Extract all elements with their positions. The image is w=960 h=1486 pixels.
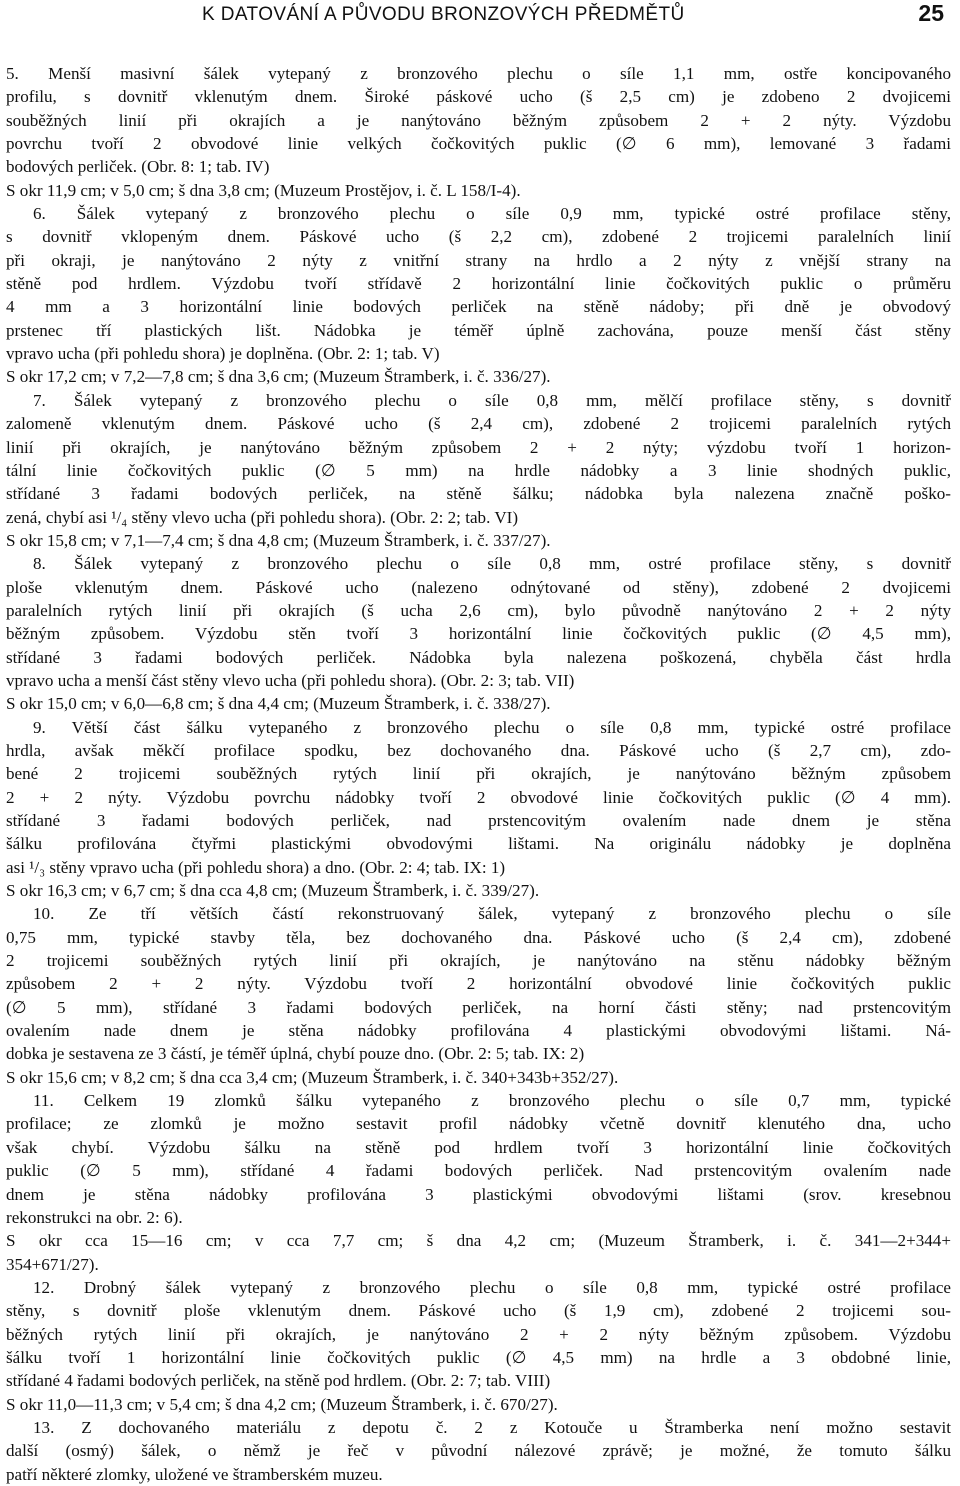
text-line: 12. Drobný šálek vytepaný z bronzového plechu o síle 0,8 mm, typické ostré profilace — [33, 1277, 951, 1297]
text-line: S okr 11,9 cm; v 5,0 cm; š dna 3,8 cm; (Muzeum Prostějov, i. č. L 158/I-4). — [6, 180, 521, 200]
text-line: S okr cca 15—16 cm; v cca 7,7 cm; š dna 4,2 cm; (Muzeum Štramberk, i. č. 341—2+344+ — [6, 1231, 951, 1251]
text-line: 7. Šálek vytepaný z bronzového plechu o síle 0,8 mm, mělčí profilace stěny, s dovnitř — [33, 390, 951, 410]
text-line: 11. Celkem 19 zlomků šálku vytepaného z bronzového plechu o síle 0,7 mm, typické — [33, 1091, 951, 1111]
text-line: S okr 16,3 cm; v 6,7 cm; š dna cca 4,8 cm; (Muzeum Štramberk, i. č. 339/27). — [6, 881, 540, 901]
text-line: 9. Větší část šálku vytepaného z bronzového plechu o síle 0,8 mm, typické ostré profilace — [33, 717, 951, 737]
text-line: S okr 17,2 cm; v 7,2—7,8 cm; š dna 3,6 cm; (Muzeum Štramberk, i. č. 336/27). — [6, 367, 551, 387]
text-line: 0,75 mm, typické stavby těla, bez dochovaného dna. Páskové ucho (š 2,4 cm), zdobené — [6, 927, 951, 947]
text-line: střídané 4 řadami bodových perliček, na stěně pod hrdlem. (Obr. 2: 7; tab. VIII) — [6, 1371, 551, 1391]
text-line: bodových perliček. (Obr. 8: 1; tab. IV) — [6, 157, 270, 177]
text-line: 2 + 2 nýty. Výzdobu povrchu nádobky tvoří 2 obvodové linie čočkovitých puklic (∅ 4 mm). — [6, 787, 951, 807]
text-line: šálku profilována čtyřmi plastickými obvodovými lištami. Na originálu nádobky je doplněna — [6, 834, 951, 854]
page-number: 25 — [918, 0, 944, 26]
text-line: hrdla, avšak měkčí profilace spodku, bez dochovaného dna. Páskové ucho (š 2,7 cm), zdo- — [6, 740, 951, 760]
text-line: běžných rytých linií při okrajích, je nanýtováno 2 + 2 nýty běžným způsobem. Výzdobu — [6, 1324, 951, 1344]
text-line: ovalením nade dnem je stěna nádobky profilována 4 plastickými obvodovými lištami. Ná- — [6, 1021, 951, 1041]
text-line: 10. Ze tří větších částí rekonstruovaný šálek, vytepaný z bronzového plechu o síle — [33, 904, 951, 924]
text-line: 8. Šálek vytepaný z bronzového plechu o síle 0,8 mm, ostré profilace stěny, s dovnitř — [33, 554, 951, 574]
text-line: profilace; ze zlomků je možno sestavit profil nádobky včetně dovnitř klenutého dna, ucho — [6, 1114, 951, 1134]
text-line: S okr 15,0 cm; v 6,0—6,8 cm; š dna 4,4 cm; (Muzeum Štramberk, i. č. 338/27). — [6, 694, 551, 714]
text-line: 4 mm a 3 horizontální linie bodových perliček na stěně nádoby; při dně je obvodový — [6, 297, 951, 317]
text-line: (∅ 5 mm), střídané 3 řadami bodových perliček, na horní části stěny; nad prstencovitým — [6, 997, 951, 1017]
text-line: 13. Z dochovaného materiálu z depotu č. 2 z Kotouče u Štramberka není možno sestavit — [33, 1417, 951, 1437]
text-line: 2 trojicemi souběžných rytých linií při okrajích, je nanýtováno na stěnu nádobky běžným — [6, 951, 951, 971]
text-line: profilu, s dovnitř vklenutým dnem. Široké páskové ucho (š 2,5 cm) je zdobeno 2 dvojicemi — [6, 87, 951, 107]
text-line: stěně pod hrdlem. Výzdobu tvoří střídavě 2 horizontální linie čočkovitých puklic o průměru — [6, 274, 951, 294]
text-line: střídané 3 řadami bodových perliček, na stěně šálku; nádobka byla nalezena značně poško- — [6, 484, 951, 504]
text-line: šálku tvoří 1 horizontální linie čočkovitých puklic (∅ 4,5 mm) na hrdle a 3 obdobné linie, — [6, 1347, 951, 1367]
text-line: vpravo ucha (při pohledu shora) je doplněna. (Obr. 2: 1; tab. V) — [6, 344, 440, 364]
text-line: asi ¹/₃ stěny vpravo ucha (při pohledu shora) a dno. (Obr. 2: 4; tab. IX: 1) — [6, 857, 506, 877]
text-line: ploše vklenutým dnem. Páskové ucho (nalezeno odnýtované od stěny), zdobené 2 dvojicemi — [6, 577, 951, 597]
text-line: patří některé zlomky, uložené ve štramberském muzeu. — [6, 1464, 383, 1484]
text-line: další (osmý) šálek, o němž je řeč v původní nálezové zprávě; je možné, že tomuto šálku — [6, 1441, 951, 1461]
text-line: však chybí. Výzdobu šálku na stěně pod hrdlem tvoří 3 horizontální linie čočkovitých — [6, 1137, 951, 1157]
text-line: S okr 15,6 cm; v 8,2 cm; š dna cca 3,4 cm; (Muzeum Štramberk, i. č. 340+343b+352/27). — [6, 1067, 619, 1087]
text-line: stěny, s dovnitř ploše vklenutým dnem. Páskové ucho (š 1,9 cm), zdobené 2 trojicemi sou- — [6, 1301, 951, 1321]
text-line: prstenec tří plastických lišt. Nádobka je téměř úplně zachována, pouze menší část stěny — [6, 320, 951, 340]
text-line: povrchu tvoří 2 obvodové linie velkých čočkovitých puklic (∅ 6 mm), lemované 3 řadami — [6, 134, 951, 154]
body-text — [6, 62, 951, 1486]
text-line: 5. Menší masivní šálek vytepaný z bronzového plechu o síle 1,1 mm, ostře koncipovaného — [6, 64, 951, 83]
text-line: běžným způsobem. Výzdobu stěn tvoří 3 horizontální linie čočkovitých puklic (∅ 4,5 mm), — [6, 624, 951, 644]
text-line: tální linie čočkovitých puklic (∅ 5 mm) na hrdle nádobky a 3 linie shodných puklic, — [6, 460, 951, 480]
text-line: zalomeně vklenutým dnem. Páskové ucho (š 2,4 cm), zdobené 2 trojicemi paralelních rytých — [6, 414, 951, 434]
text-line: S okr 11,0—11,3 cm; v 5,4 cm; š dna 4,2 cm; (Muzeum Štramberk, i. č. 670/27). — [6, 1394, 558, 1414]
text-line: střídané 3 řadami bodových perliček, nad prstencovitým ovalením nade dnem je stěna — [6, 811, 951, 830]
text-line: puklic (∅ 5 mm), střídané 4 řadami bodových perliček. Nad prstencovitým ovalením nade — [6, 1161, 951, 1181]
text-line: 6. Šálek vytepaný z bronzového plechu o síle 0,9 mm, typické ostré profilace stěny, — [33, 204, 951, 224]
page-header — [6, 0, 952, 44]
text-line: s dovnitř vklopeným dnem. Páskové ucho (š 2,2 cm), zdobené 2 trojicemi paralelních linií — [6, 227, 951, 247]
text-line: zená, chybí asi ¹/₄ stěny vlevo ucha (při pohledu shora). (Obr. 2: 2; tab. VI) — [6, 507, 519, 527]
text-line: 354+671/27). — [6, 1254, 99, 1274]
text-line: linií při okrajích, je nanýtováno běžným způsobem 2 + 2 nýty; výzdobu tvoří 1 horizon- — [6, 437, 951, 457]
text-line: S okr 15,8 cm; v 7,1—7,4 cm; š dna 4,8 cm; (Muzeum Štramberk, i. č. 337/27). — [6, 530, 551, 550]
text-line: dnem je stěna nádobky profilována 3 plastickými obvodovými lištami (srov. kresebnou — [6, 1184, 951, 1204]
text-line: vpravo ucha a menší část stěny vlevo ucha (při pohledu shora). (Obr. 2: 3; tab. VII) — [6, 670, 575, 690]
text-line: střídané 3 řadami bodových perliček. Nádobka byla nalezena poškozená, chyběla část hrdla — [6, 647, 951, 667]
text-line: souběžných linií při okrajích a je nanýtováno běžným způsobem 2 + 2 nýty. Výzdobu — [6, 110, 951, 130]
text-line: způsobem 2 + 2 nýty. Výzdobu tvoří 2 horizontální obvodové linie čočkovitých puklic — [6, 974, 951, 994]
running-title: K DATOVÁNÍ A PŮVODU BRONZOVÝCH PŘEDMĚTŮ — [202, 4, 685, 25]
text-line: při okraji, je nanýtováno 2 nýty z vnitřní strany na hrdlo a 2 nýty z vnější strany na — [6, 250, 951, 270]
text-line: rekonstrukci na obr. 2: 6). — [6, 1207, 183, 1227]
text-line: dobka je sestavena ze 3 částí, je téměř úplná, chybí pouze dno. (Obr. 2: 5; tab. IX: 2) — [6, 1044, 585, 1064]
text-line: bené 2 trojicemi souběžných rytých linií při okrajích, je nanýtováno běžným způsobem — [6, 764, 951, 784]
text-line: paralelních rytých linií při okrajích (š ucha 2,6 cm), bylo původně nanýtováno 2 + 2 nýty — [6, 600, 951, 620]
